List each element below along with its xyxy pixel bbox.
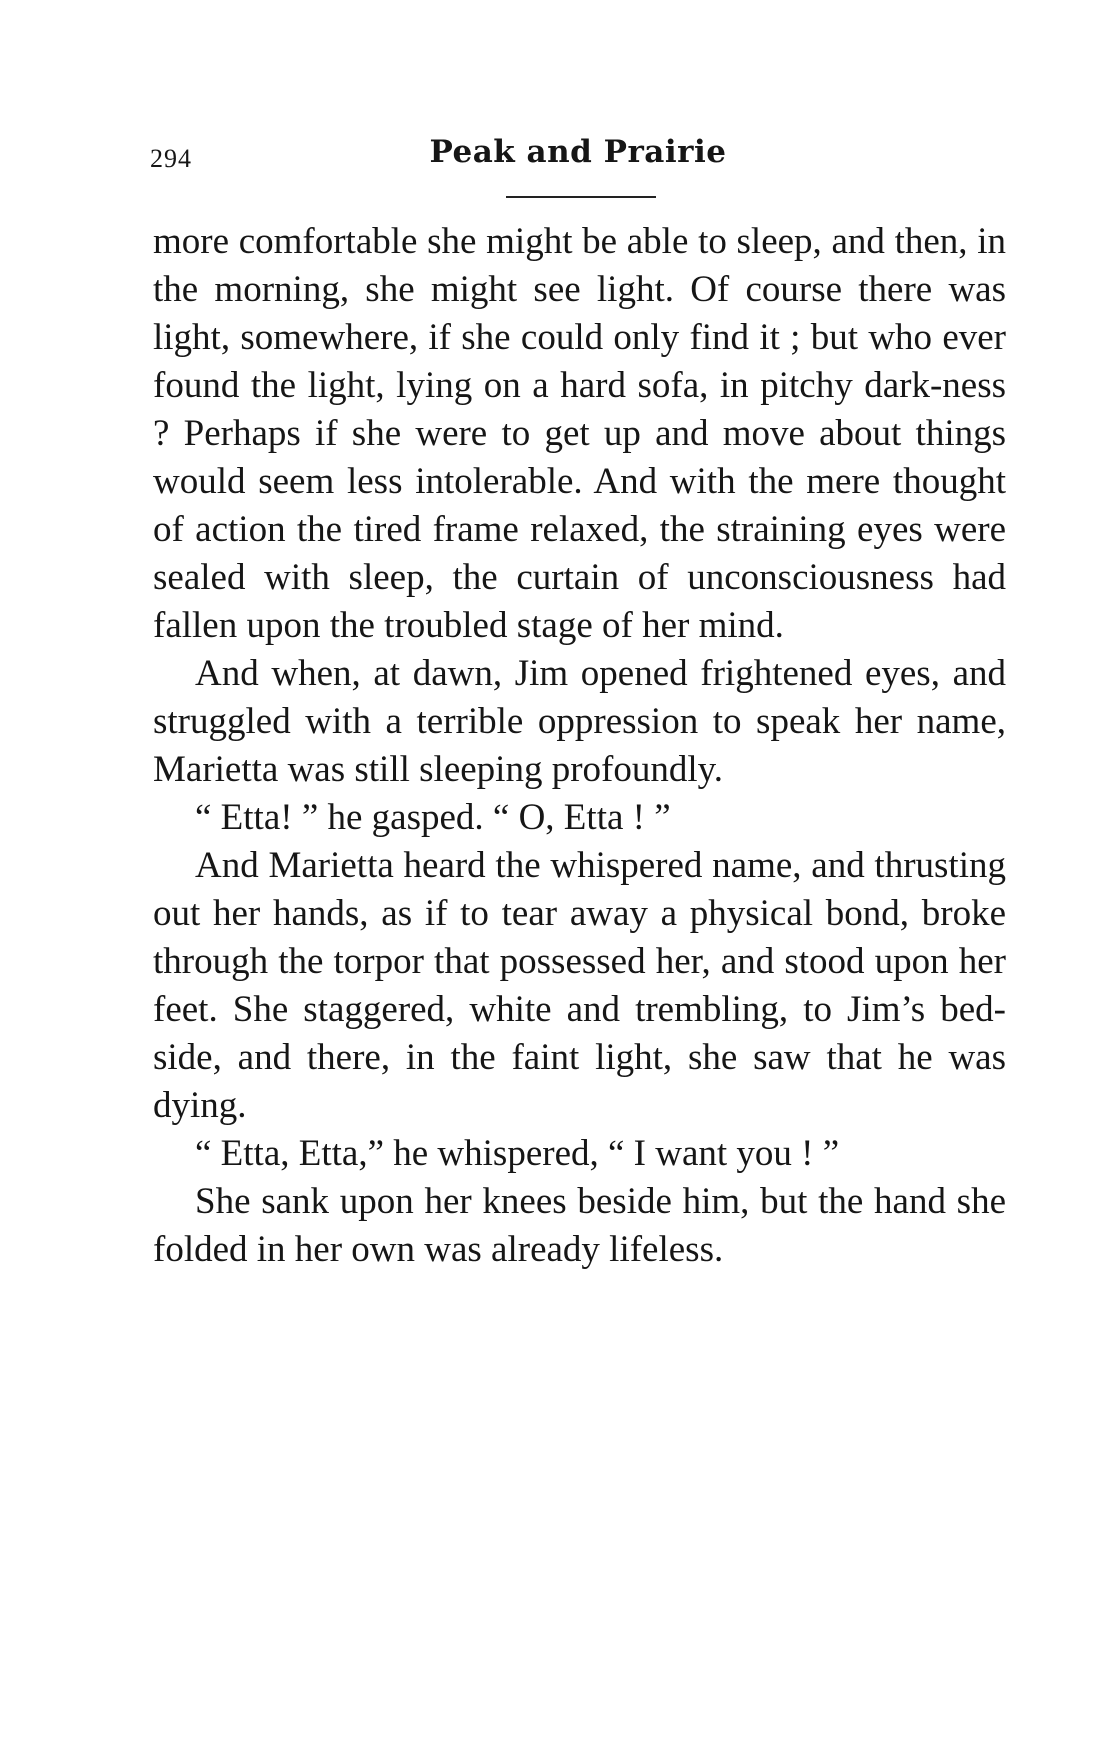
- page-header: [150, 134, 1006, 184]
- paragraph-continued: more comfortable she might be able to sleep, and then, in the morning, she might see light. Of course there was light, somewhere, if she could only find it ; but who ever found the light, lying on a hard sofa, in pitchy dark-ness ? Perhaps if she were to get up and move about things would seem less intolerable. And with the mere thought of action the tired frame relaxed, the straining eyes were sealed with sleep, the curtain of unconsciousness had fallen upon the troubled stage of her mind.: [153, 221, 1006, 646]
- running-title: Peak and Prairie: [429, 134, 727, 170]
- dialogue-i-want-you: “ Etta, Etta,” he whispered, “ I want you ! ”: [195, 1133, 840, 1174]
- page-number: 294: [150, 144, 192, 173]
- paragraph-marietta-heard: And Marietta heard the whispered name, and thrusting out her hands, as if to tear away a physical bond, broke through the torpor that possessed her, and stood upon her feet. She staggered, white and trembling, to Jim’s bed-side, and there, in the faint light, she saw that he was dying.: [153, 845, 1006, 1126]
- dialogue-etta-gasped: “ Etta! ” he gasped. “ O, Etta ! ”: [195, 797, 671, 838]
- body-text: [153, 218, 1006, 1274]
- paragraph-lifeless: She sank upon her knees beside him, but the hand she folded in her own was already lifeless.: [153, 1181, 1006, 1270]
- paragraph-dawn: And when, at dawn, Jim opened frightened eyes, and struggled with a terrible oppression to speak her name, Marietta was still sleeping profoundly.: [153, 653, 1006, 790]
- header-rule: [506, 196, 656, 198]
